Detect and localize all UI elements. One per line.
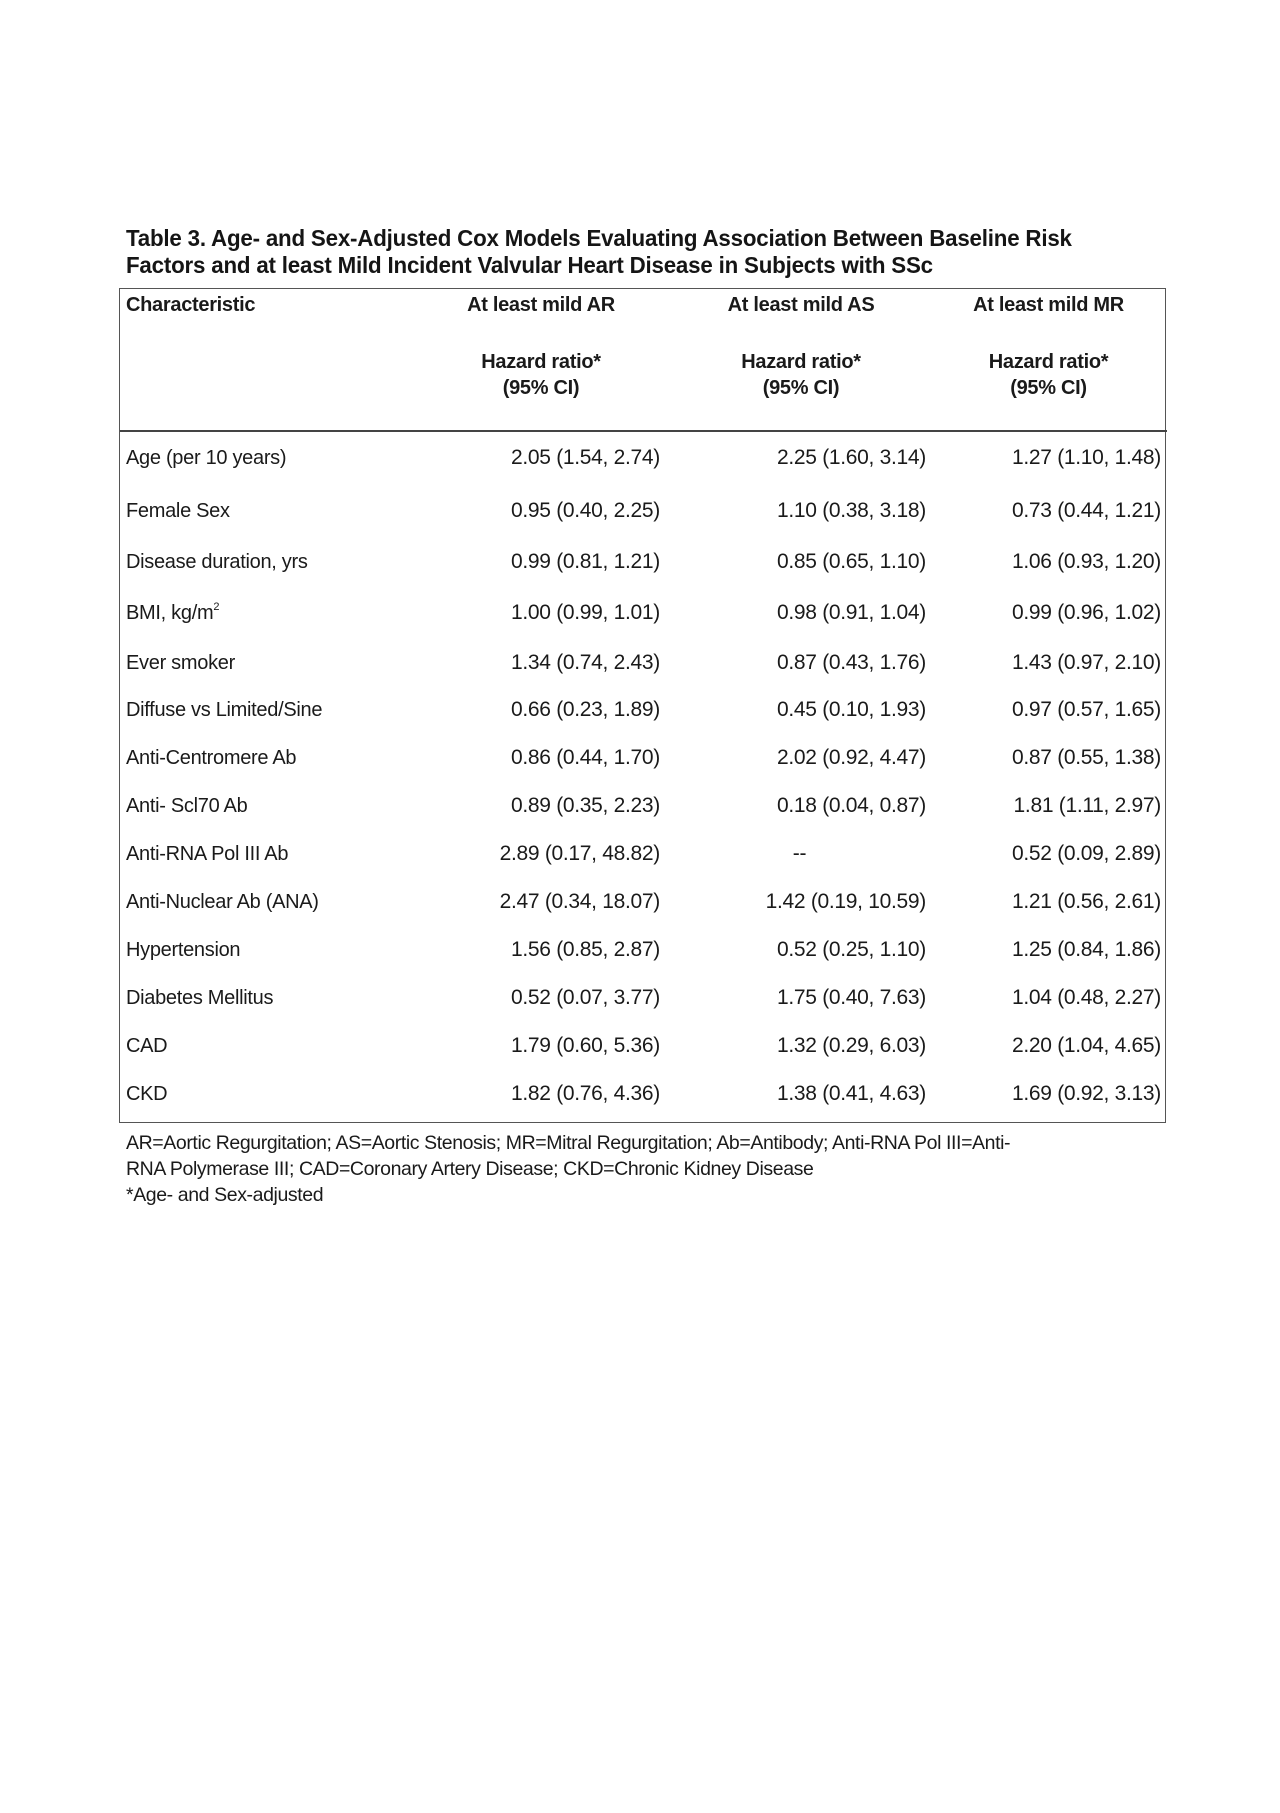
- cell-mr: 1.04 (0.48, 2.27): [1011, 986, 1161, 1009]
- table-row: [120, 538, 1167, 586]
- cell-ar: 2.05 (1.54, 2.74): [510, 446, 660, 469]
- cell-mr: 0.87 (0.55, 1.38): [1011, 746, 1161, 769]
- cell-ar: 0.95 (0.40, 2.25): [510, 499, 660, 522]
- table-container: [119, 288, 1166, 1123]
- table-row: [120, 926, 1167, 974]
- row-characteristic: [120, 1070, 410, 1118]
- subheader-as: [672, 331, 930, 431]
- cell-ar: 1.79 (0.60, 5.36): [510, 1034, 660, 1057]
- footnote-line-2: RNA Polymerase III; CAD=Coronary Artery Disease; CKD=Chronic Kidney Disease: [126, 1158, 814, 1180]
- cell-ar: 0.66 (0.23, 1.89): [510, 698, 660, 721]
- header-ar: At least mild AR: [467, 294, 615, 316]
- cell-mr: 1.21 (0.56, 2.61): [1011, 890, 1161, 913]
- cell-ar: 0.86 (0.44, 1.70): [510, 746, 660, 769]
- subheader-mr: [930, 331, 1167, 431]
- header-row: [120, 289, 1167, 331]
- header-characteristic: Characteristic: [126, 294, 256, 316]
- row-characteristic-text: CAD: [126, 1034, 168, 1057]
- table-row: [120, 734, 1167, 782]
- row-characteristic: [120, 782, 410, 830]
- cell-mr: 0.73 (0.44, 1.21): [1011, 499, 1161, 522]
- subheader-row: [120, 331, 1167, 431]
- cell-mr: 1.25 (0.84, 1.86): [1011, 938, 1161, 961]
- row-characteristic: [120, 734, 410, 782]
- subheader-empty: [120, 331, 410, 431]
- table-row: [120, 431, 1167, 484]
- row-characteristic: [120, 484, 410, 538]
- subheader-mr-metric: Hazard ratio*: [988, 351, 1109, 373]
- table-row: [120, 686, 1167, 734]
- footnote-line-3: *Age- and Sex-adjusted: [126, 1184, 324, 1206]
- row-characteristic-text: Age (per 10 years): [126, 446, 287, 469]
- row-characteristic-text: Female Sex: [126, 499, 230, 522]
- cell-mr: 2.20 (1.04, 4.65): [1011, 1034, 1161, 1057]
- caption-line-1: Table 3. Age- and Sex-Adjusted Cox Models Evaluating Association Between Baseline Risk: [126, 225, 1072, 251]
- subheader-as-metric: Hazard ratio*: [741, 351, 861, 373]
- cell-as: 0.98 (0.91, 1.04): [776, 601, 926, 624]
- cell-as: 0.45 (0.10, 1.93): [776, 698, 926, 721]
- footnote-line-1: AR=Aortic Regurgitation; AS=Aortic Stenosis; MR=Mitral Regurgitation; Ab=Antibody; Anti-RNA Pol III=Anti-: [126, 1132, 1011, 1154]
- cell-as: 1.75 (0.40, 7.63): [776, 986, 926, 1009]
- row-characteristic-text: Anti-RNA Pol III Ab: [126, 842, 289, 865]
- hazard-ratio-table: [120, 289, 1167, 1118]
- cell-ar: 0.52 (0.07, 3.77): [510, 986, 660, 1009]
- row-characteristic-text: Diffuse vs Limited/Sine: [126, 698, 323, 721]
- row-characteristic-text: Diabetes Mellitus: [126, 986, 274, 1009]
- table-row: [120, 640, 1167, 686]
- cell-mr: 0.52 (0.09, 2.89): [1011, 842, 1161, 865]
- row-characteristic-text: Disease duration, yrs: [126, 550, 308, 573]
- table-body: [120, 431, 1167, 1118]
- cell-as: 1.10 (0.38, 3.18): [776, 499, 926, 522]
- table-caption: [126, 225, 1154, 279]
- cell-mr: 1.27 (1.10, 1.48): [1011, 446, 1161, 469]
- cell-mr: 1.81 (1.11, 2.97): [1013, 794, 1161, 817]
- cell-mr: 0.99 (0.96, 1.02): [1011, 601, 1161, 624]
- cell-as: 2.02 (0.92, 4.47): [776, 746, 926, 769]
- cell-as: 1.32 (0.29, 6.03): [776, 1034, 926, 1057]
- subheader-ar-ci: (95% CI): [502, 377, 580, 399]
- cell-mr: 1.69 (0.92, 3.13): [1011, 1082, 1161, 1105]
- table-row: [120, 830, 1167, 878]
- cell-ar: 1.82 (0.76, 4.36): [510, 1082, 660, 1105]
- cell-ar: 2.89 (0.17, 48.82): [499, 842, 660, 865]
- row-characteristic-text: Anti-Centromere Ab: [126, 746, 297, 769]
- superscript: 2: [213, 600, 220, 613]
- cell-as: 1.42 (0.19, 10.59): [765, 890, 926, 913]
- table-row: [120, 484, 1167, 538]
- row-characteristic-text: BMI, kg/m: [126, 601, 214, 624]
- subheader-as-ci: (95% CI): [762, 377, 840, 399]
- table-row: [120, 1070, 1167, 1118]
- row-characteristic: [120, 586, 410, 640]
- row-characteristic: [120, 640, 410, 686]
- table-row: [120, 974, 1167, 1022]
- subheader-ar: [410, 331, 672, 431]
- cell-ar: 1.56 (0.85, 2.87): [510, 938, 660, 961]
- cell-mr: 1.06 (0.93, 1.20): [1011, 550, 1161, 573]
- cell-as: 1.38 (0.41, 4.63): [776, 1082, 926, 1105]
- caption-line-2: Factors and at least Mild Incident Valvular Heart Disease in Subjects with SSc: [126, 252, 933, 278]
- table-row: [120, 586, 1167, 640]
- table-row: [120, 878, 1167, 926]
- row-characteristic-text: CKD: [126, 1082, 168, 1105]
- table-row: [120, 782, 1167, 830]
- row-characteristic: [120, 1022, 410, 1070]
- cell-ar: 0.89 (0.35, 2.23): [510, 794, 660, 817]
- cell-as: 0.85 (0.65, 1.10): [776, 550, 926, 573]
- table-row: [120, 1022, 1167, 1070]
- header-as: At least mild AS: [727, 294, 875, 316]
- row-characteristic-text: Anti-Nuclear Ab (ANA): [126, 890, 319, 913]
- cell-ar: 1.34 (0.74, 2.43): [510, 651, 660, 674]
- cell-ar: 1.00 (0.99, 1.01): [510, 601, 660, 624]
- row-characteristic: [120, 974, 410, 1022]
- cell-as: --: [792, 842, 807, 865]
- header-mr: At least mild MR: [973, 294, 1124, 316]
- row-characteristic: [120, 878, 410, 926]
- row-characteristic: [120, 926, 410, 974]
- cell-as: 2.25 (1.60, 3.14): [776, 446, 926, 469]
- cell-mr: 1.43 (0.97, 2.10): [1011, 651, 1161, 674]
- row-characteristic-text: Anti- Scl70 Ab: [126, 794, 248, 817]
- row-characteristic: [120, 431, 410, 484]
- subheader-mr-ci: (95% CI): [1010, 377, 1087, 399]
- row-characteristic: [120, 538, 410, 586]
- row-characteristic: [120, 686, 410, 734]
- cell-ar: 2.47 (0.34, 18.07): [499, 890, 660, 913]
- cell-mr: 0.97 (0.57, 1.65): [1011, 698, 1161, 721]
- row-characteristic-text: Hypertension: [126, 938, 241, 961]
- cell-as: 0.87 (0.43, 1.76): [776, 651, 926, 674]
- table-footnote: [126, 1130, 1186, 1208]
- subheader-ar-metric: Hazard ratio*: [481, 351, 601, 373]
- cell-as: 0.52 (0.25, 1.10): [776, 938, 926, 961]
- row-characteristic-text: Ever smoker: [126, 651, 235, 674]
- cell-ar: 0.99 (0.81, 1.21): [510, 550, 660, 573]
- cell-as: 0.18 (0.04, 0.87): [776, 794, 926, 817]
- row-characteristic: [120, 830, 410, 878]
